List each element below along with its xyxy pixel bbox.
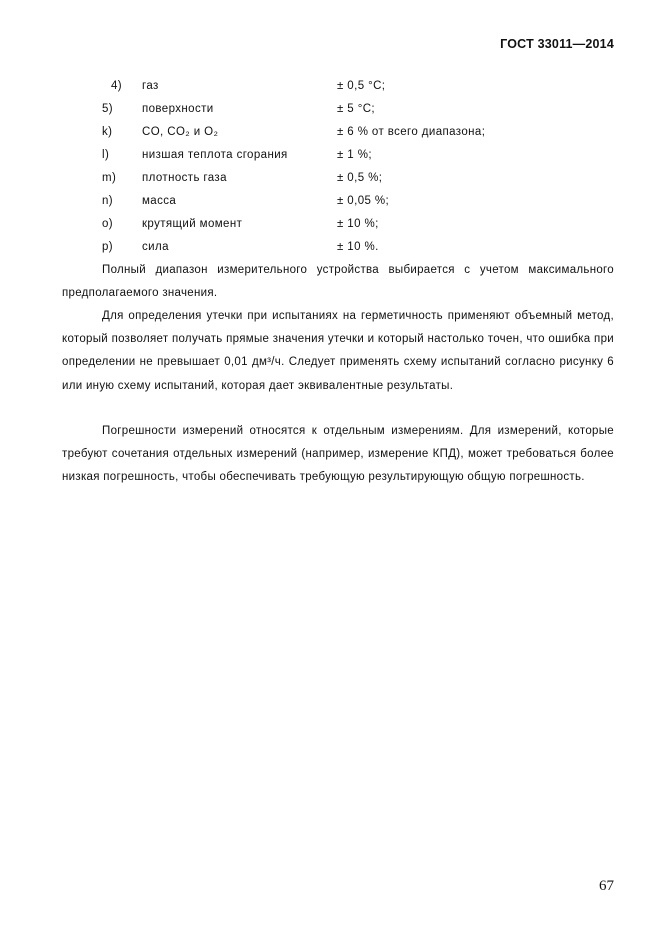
paragraph-text: Полный диапазон измерительного устройства выбирается с учетом максимального предполагаемого значения. [62, 264, 614, 300]
list-item-name: газ [142, 80, 159, 92]
list-item-name: сила [142, 241, 169, 253]
list-item-name: поверхности [142, 103, 214, 115]
list-item-name: масса [142, 195, 177, 207]
list-item-name: плотность газа [142, 172, 227, 184]
list-item-value: ± 10 %; [337, 218, 379, 230]
document-header: ГОСТ 33011—2014 [500, 37, 614, 51]
list-item-label: p) [102, 241, 114, 253]
list-item-value: ± 5 °C; [337, 103, 375, 115]
list-item-label: l) [102, 149, 110, 161]
list-item-value: ± 0,5 %; [337, 172, 383, 184]
list-item-value: ± 10 %. [337, 241, 379, 253]
list-item-value: ± 0,5 °C; [337, 80, 386, 92]
paragraph-text: Для определения утечки при испытаниях на герметичность применяют объемный метод, который позволяет получать прямые значения утечки и который настолько точен, что ошибка при определении не превышает 0,01 дм³/ч. Следует применять схему испытаний согласно рисунку 6 или иную схему испытаний, которая дает эквивалентные результаты. [62, 310, 614, 392]
list-item-label: 4) [110, 80, 122, 92]
list-item-value: ± 0,05 %; [337, 195, 390, 207]
list-item-name: CO, CO₂ и O₂ [142, 126, 219, 138]
list-item-name: низшая теплота сгорания [142, 149, 288, 161]
paragraph-leak-test [62, 305, 614, 398]
list-item-name: крутящий момент [142, 218, 243, 230]
paragraph-text: Погрешности измерений относятся к отдельным измерениям. Для измерений, которые требуют сочетания отдельных измерений (например, измерение КПД), может требоваться более низкая погрешность, чтобы обеспечивать требующую результирующую общую погрешность. [62, 425, 614, 484]
paragraph-measurement-errors [62, 420, 614, 490]
list-item-label: k) [102, 126, 113, 138]
list-item-label: m) [102, 172, 117, 184]
page-number: 67 [599, 878, 614, 894]
list-item-value: ± 1 %; [337, 149, 372, 161]
list-item-label: o) [102, 218, 114, 230]
list-item-value: ± 6 % от всего диапазона; [337, 126, 486, 138]
paragraph-measuring-range [62, 259, 614, 305]
list-item-label: 5) [102, 103, 114, 115]
list-item-label: n) [102, 195, 114, 207]
